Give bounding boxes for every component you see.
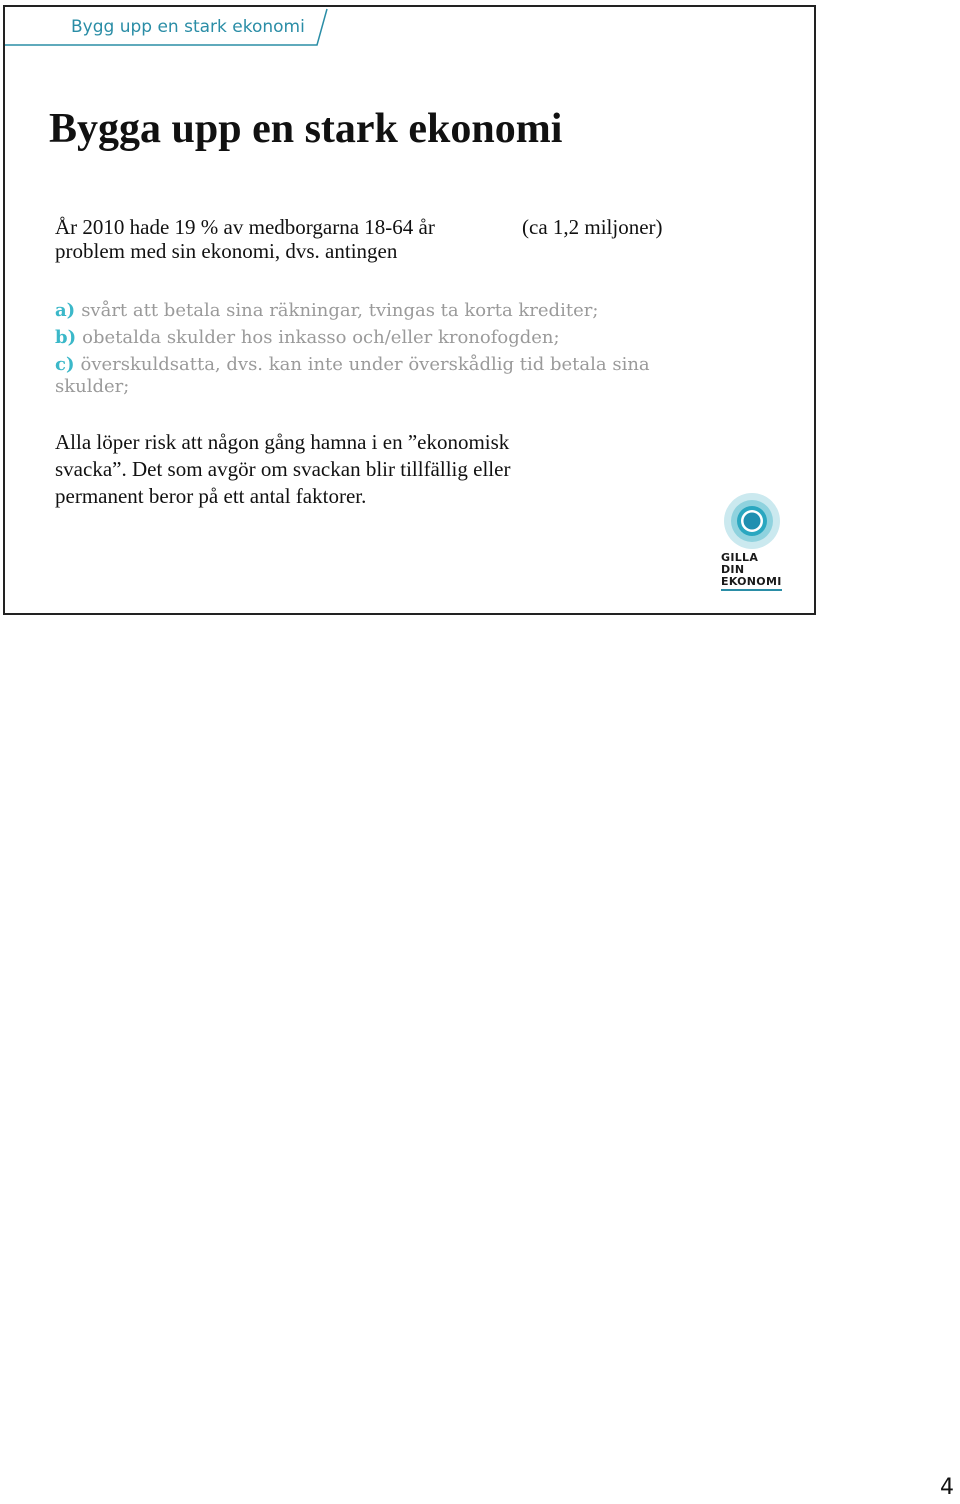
list-item: [55, 324, 715, 351]
list-text: överskuldsatta, dvs. kan inte under överskådlig tid betala sina skulder;: [55, 354, 650, 397]
intro-line-2: problem med sin ekonomi, dvs. antingen: [55, 239, 398, 263]
header-tab: [5, 7, 335, 51]
closing-line-3: permanent beror på ett antal faktorer.: [55, 484, 367, 508]
list-item: [55, 354, 715, 398]
criteria-list: [55, 297, 715, 398]
list-marker: b): [55, 327, 77, 348]
list-item: [55, 297, 715, 324]
logo-line-1: GILLA DIN: [721, 551, 759, 576]
page-number: 4: [940, 1475, 954, 1500]
intro-note: (ca 1,2 miljoner): [522, 215, 663, 239]
logo-line-2: EKONOMI: [721, 576, 782, 591]
slide-frame: [3, 5, 816, 615]
list-marker: c): [55, 354, 75, 375]
intro-line-1: År 2010 hade 19 % av medborgarna 18-64 år: [55, 215, 435, 239]
target-rings-icon: [723, 492, 781, 550]
closing-line-2: svacka”. Det som avgör om svackan blir tillfällig eller: [55, 457, 511, 481]
closing-line-1: Alla löper risk att någon gång hamna i en ”ekonomisk: [55, 430, 510, 454]
list-marker: a): [55, 300, 76, 321]
list-text: svårt att betala sina räkningar, tvingas ta korta krediter;: [81, 300, 599, 321]
logo-wordmark: [721, 552, 783, 591]
closing-paragraph: [55, 429, 615, 510]
gilla-din-ekonomi-logo: [719, 492, 783, 588]
intro-paragraph: [55, 215, 715, 263]
slide-title: Bygga upp en stark ekonomi: [49, 106, 563, 152]
header-label: Bygg upp en stark ekonomi: [71, 17, 305, 37]
list-text: obetalda skulder hos inkasso och/eller kronofogden;: [82, 327, 560, 348]
